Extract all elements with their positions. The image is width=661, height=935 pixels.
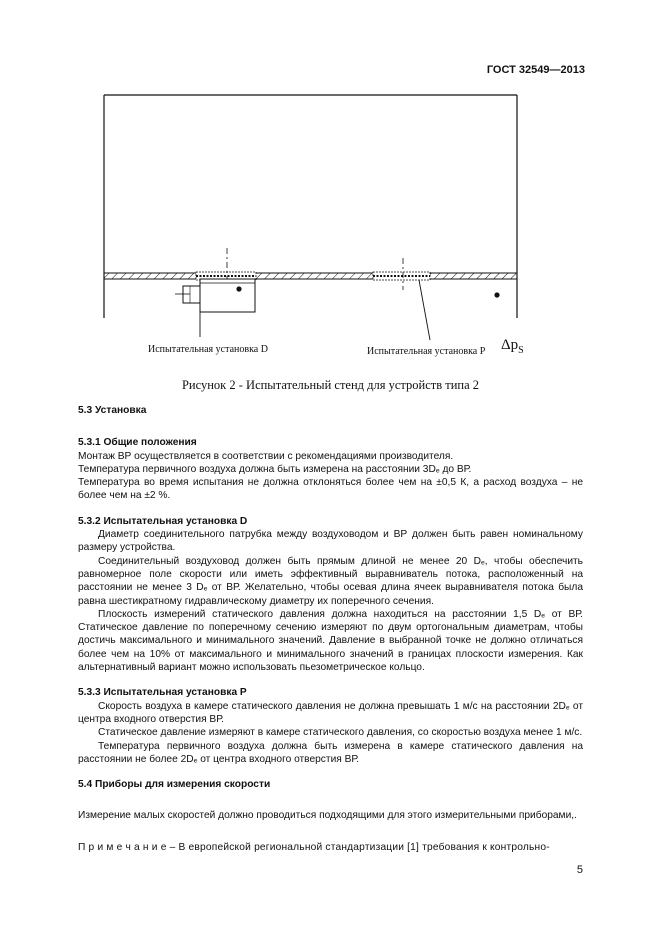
device-d	[175, 279, 255, 337]
measure-point-p	[494, 292, 499, 297]
hatched-wall	[104, 272, 517, 280]
test-stand-figure	[0, 0, 661, 400]
section-5-3-2-title: 5.3.2 Испытательная установка D	[78, 515, 248, 527]
paragraph: Измерение малых скоростей должно проводиться подходящими для этого измерительными приборами,.	[78, 810, 577, 822]
leader-p	[419, 280, 430, 340]
delta-ps-label: $\Delta p_S$	[501, 337, 524, 356]
page-header: ГОСТ 32549—2013	[486, 64, 585, 76]
label-device-p: Испытательная установка Р	[367, 346, 486, 357]
paragraph: Статическое давление измеряют в камере статического давления, со скоростью воздуха менее 1 м/с.	[98, 727, 583, 739]
paragraph: Температура первичного воздуха должна быть измерена на расстоянии 3Dₑ до ВР.	[78, 463, 472, 475]
paragraph: Плоскость измерений статического давления должна находиться на расстоянии 1,5 Dₑ от ВР. Статическое давление по поперечному сечению измеряют по двум ортогональным диаметрам, чтобы достичь максимального и минимального значений. Давление в выбранной точке не должно отличаться более чем на 10% от максимального и минимального значений в границах плоскости измерения. Как альтернативный вариант можно использовать пьезометрическое кольцо.	[78, 608, 583, 674]
section-5-4-title: 5.4 Приборы для измерения скорости	[78, 779, 271, 791]
paragraph: Диаметр соединительного патрубка между воздуховодом и ВР должен быть равен номинальному размеру устройства.	[78, 529, 583, 554]
paragraph: Скорость воздуха в камере статического давления не должна превышать 1 м/с на расстоянии 2Dₑ от центра входного отверстия ВР.	[78, 700, 583, 725]
figure-caption: Рисунок 2 - Испытательный стенд для устройств типа 2	[181, 378, 480, 392]
pressure-chamber	[104, 95, 517, 318]
paragraph: Монтаж ВР осуществляется в соответствии с рекомендациями производителя.	[78, 450, 454, 462]
label-device-d: Испытательная установка D	[148, 344, 268, 355]
section-5-3-1-title: 5.3.1 Общие положения	[78, 437, 197, 449]
note-text: П р и м е ч а н и е – В европейской региональной стандартизации [1] требования к контрольно-	[78, 841, 550, 853]
paragraph: Температура первичного воздуха должна быть измерена в камере статического давления на расстоянии не более 2Dₑ от центра входного отверстия ВР.	[78, 740, 583, 765]
page-number: 5	[576, 864, 583, 876]
document-body	[78, 404, 583, 854]
section-5-3-title: 5.3 Установка	[78, 405, 147, 416]
section-5-3-3-title: 5.3.3 Испытательная установка Р	[78, 687, 247, 699]
paragraph: Соединительный воздуховод должен быть прямым длиной не менее 20 Dₑ, чтобы обеспечить равномерное поле скорости или иметь эффективный выравниватель потока, расположенный на расстоянии не менее 3 Dₑ от ВР. Желательно, чтобы осевая длина ячеек выравнивателя потока была равна шестикратному гидравлическому диаметру их поперечного сечения.	[78, 555, 583, 607]
paragraph: Температура во время испытания не должна отклоняться более чем на ±0,5 К, а расход воздуха – не более чем на ±2 %.	[78, 477, 583, 502]
